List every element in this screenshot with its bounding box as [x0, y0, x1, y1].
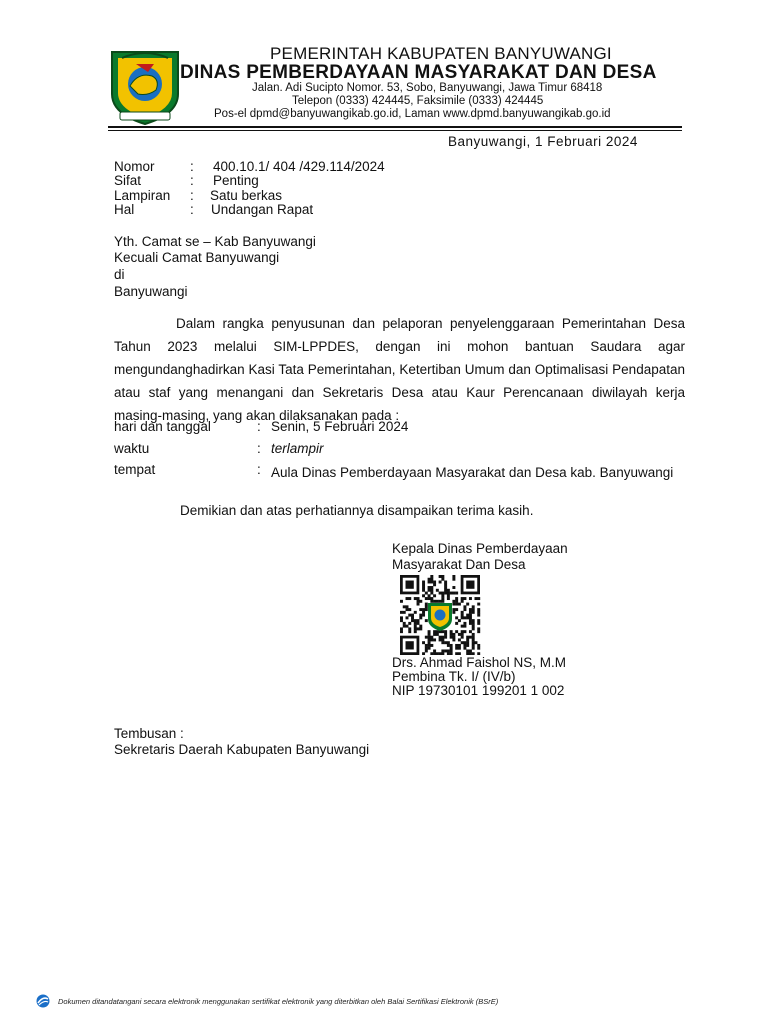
meta-value: 400.10.1/ 404 /429.114/2024 [213, 159, 385, 174]
meta-label: Hal [114, 202, 135, 217]
meta-label: Lampiran [114, 188, 171, 203]
agency-email-web: Pos-el dpmd@banyuwangikab.go.id, Laman www.dpmd.banyuwangikab.go.id [214, 108, 611, 120]
meta-colon: : [190, 173, 194, 188]
recipient-line-4: Banyuwangi [114, 284, 188, 299]
meta-colon: : [190, 188, 194, 203]
detail-colon: : [257, 462, 261, 477]
signatory-position-1: Kepala Dinas Pemberdayaan [392, 541, 568, 556]
detail-row-time [0, 441, 768, 457]
closing-sentence: Demikian dan atas perhatiannya disampaikan terima kasih. [180, 503, 534, 518]
meta-label: Sifat [114, 173, 142, 188]
detail-label: hari dan tanggal [114, 419, 211, 434]
body-text: Dalam rangka penyusunan dan pelaporan penyelenggaraan Pemerintahan Desa Tahun 2023 melalui SIM-LPPDES, dengan ini mohon bantuan Saudara agar mengundanghadirkan Kasi Tata Pemerintahan, Ketertiban Umum dan Optimalisasi Pendapatan atau staf yang menangani dan Sekretaris Desa atau Kaur Perencanaan diwilayah kerja masing-masing, yang akan dilaksanakan pada : [114, 316, 685, 423]
agency-phone: Telepon (0333) 424445, Faksimile (0333) 424445 [292, 95, 544, 107]
detail-value: terlampir [271, 441, 324, 456]
meta-value: Penting [213, 173, 259, 188]
meta-label: Nomor [114, 159, 155, 174]
signatory-rank: Pembina Tk. I/ (IV/b) [392, 669, 516, 684]
tembusan-item: Sekretaris Daerah Kabupaten Banyuwangi [114, 742, 370, 757]
detail-label: waktu [114, 441, 150, 456]
letterhead-divider-thin [108, 130, 682, 131]
signatory-position-2: Masyarakat Dan Desa [392, 557, 526, 572]
signatory-name: Drs. Ahmad Faishol NS, M.M [392, 655, 567, 670]
agency-address: Jalan. Adi Sucipto Nomor. 53, Sobo, Banyuwangi, Jawa Timur 68418 [252, 82, 603, 94]
signatory-nip: NIP 19730101 199201 1 002 [392, 683, 565, 698]
recipient-line-1: Yth. Camat se – Kab Banyuwangi [114, 234, 316, 249]
meta-colon: : [190, 202, 194, 217]
letterhead-divider-thick [108, 126, 682, 128]
recipient-line-2: Kecuali Camat Banyuwangi [114, 250, 280, 265]
government-name: PEMERINTAH KABUPATEN BANYUWANGI [270, 44, 612, 63]
body-paragraph [114, 312, 685, 427]
qr-center-emblem-icon [428, 603, 452, 631]
meta-row-hal [0, 202, 768, 218]
qr-code-icon [392, 575, 489, 655]
meta-colon: : [190, 159, 194, 174]
meta-row-sifat [0, 173, 768, 189]
detail-row-date [0, 419, 768, 435]
detail-row-place [0, 462, 768, 502]
detail-colon: : [257, 441, 261, 456]
detail-label: tempat [114, 462, 156, 477]
banyuwangi-emblem-icon [108, 46, 182, 126]
detail-value: Senin, 5 Februari 2024 [271, 419, 409, 434]
tembusan-heading: Tembusan : [114, 726, 184, 741]
bsre-logo-icon [35, 994, 51, 1008]
meta-value: Satu berkas [210, 188, 283, 203]
meta-value: Undangan Rapat [211, 202, 314, 217]
electronic-signature-note: Dokumen ditandatangani secara elektronik menggunakan sertifikat elektronik yang diterbitkan oleh Balai Sertifikasi Elektronik (BSrE) [58, 997, 499, 1006]
detail-value: Aula Dinas Pemberdayaan Masyarakat dan Desa kab. Banyuwangi [271, 465, 674, 480]
letter-date: Banyuwangi, 1 Februari 2024 [448, 134, 638, 149]
detail-colon: : [257, 419, 261, 434]
agency-name: DINAS PEMBERDAYAAN MASYARAKAT DAN DESA [180, 62, 657, 83]
recipient-line-3: di [114, 267, 125, 282]
